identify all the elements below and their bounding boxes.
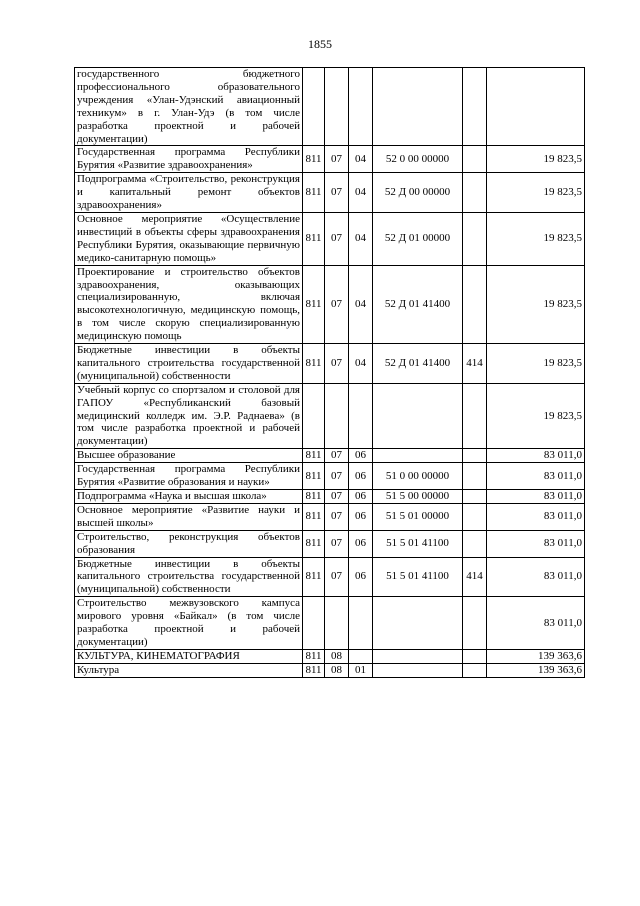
table-cell-expense-type xyxy=(463,68,487,146)
table-cell-section-code: 07 xyxy=(325,344,349,384)
table-cell-target-article: 52 Д 01 41400 xyxy=(373,344,463,384)
table-cell-ministry-code: 811 xyxy=(303,557,325,597)
table-cell-section-code: 08 xyxy=(325,649,349,663)
table-cell-subsection-code: 06 xyxy=(349,449,373,463)
table-cell-subsection-code xyxy=(349,383,373,449)
table-row xyxy=(75,557,585,597)
table-cell-section-code: 07 xyxy=(325,503,349,530)
table-cell-subsection-code: 06 xyxy=(349,530,373,557)
table-row xyxy=(75,530,585,557)
table-cell-amount: 19 823,5 xyxy=(487,383,585,449)
table-cell-ministry-code: 811 xyxy=(303,503,325,530)
table-cell-amount: 19 823,5 xyxy=(487,344,585,384)
table-cell-subsection-code: 04 xyxy=(349,344,373,384)
table-cell-name: Строительство, реконструкция объектов образования xyxy=(75,530,303,557)
table-cell-subsection-code: 04 xyxy=(349,173,373,213)
table-cell-section-code: 07 xyxy=(325,173,349,213)
table-cell-target-article: 51 5 01 41100 xyxy=(373,530,463,557)
table-cell-subsection-code: 04 xyxy=(349,212,373,265)
table-cell-expense-type xyxy=(463,490,487,504)
table-cell-subsection-code: 01 xyxy=(349,663,373,677)
table-cell-section-code xyxy=(325,597,349,650)
table-cell-expense-type xyxy=(463,663,487,677)
table-cell-ministry-code: 811 xyxy=(303,449,325,463)
table-cell-subsection-code: 06 xyxy=(349,463,373,490)
table-cell-name: Подпрограмма «Строительство, реконструкция и капитальный ремонт объектов здравоохранения» xyxy=(75,173,303,213)
page-number: 1855 xyxy=(308,37,332,51)
table-cell-target-article: 52 0 00 00000 xyxy=(373,146,463,173)
table-cell-subsection-code xyxy=(349,68,373,146)
table-cell-amount: 83 011,0 xyxy=(487,490,585,504)
table-cell-subsection-code xyxy=(349,649,373,663)
table-cell-name: Государственная программа Республики Бурятия «Развитие образования и науки» xyxy=(75,463,303,490)
table-cell-amount: 83 011,0 xyxy=(487,463,585,490)
table-cell-ministry-code xyxy=(303,597,325,650)
table-cell-ministry-code: 811 xyxy=(303,463,325,490)
table-cell-section-code: 07 xyxy=(325,530,349,557)
table-cell-amount: 83 011,0 xyxy=(487,449,585,463)
table-cell-target-article: 52 Д 01 00000 xyxy=(373,212,463,265)
table-body xyxy=(75,68,585,678)
table-cell-amount: 19 823,5 xyxy=(487,212,585,265)
table-cell-name: Учебный корпус со спортзалом и столовой для ГАПОУ «Республиканский базовый медицинский колледж им. Э.Р. Раднаева» (в том числе разработка проектной и рабочей документации) xyxy=(75,383,303,449)
table-cell-section-code xyxy=(325,383,349,449)
table-cell-name: Строительство межвузовского кампуса мирового уровня «Байкал» (в том числе разработка проектной и рабочей документации) xyxy=(75,597,303,650)
table-row xyxy=(75,463,585,490)
table-cell-name: государственного бюджетного профессионального образовательного учреждения «Улан-Удэнский авиационный техникум» в г. Улан-Удэ (в том числе разработка проектной и рабочей документации) xyxy=(75,68,303,146)
table-cell-target-article: 51 5 00 00000 xyxy=(373,490,463,504)
table-cell-subsection-code: 04 xyxy=(349,146,373,173)
table-cell-name: Государственная программа Республики Бурятия «Развитие здравоохранения» xyxy=(75,146,303,173)
table-cell-expense-type: 414 xyxy=(463,557,487,597)
table-cell-expense-type xyxy=(463,649,487,663)
table-cell-subsection-code: 04 xyxy=(349,265,373,343)
table-row xyxy=(75,503,585,530)
table-cell-amount: 19 823,5 xyxy=(487,265,585,343)
table-cell-name: Основное мероприятие «Развитие науки и высшей школы» xyxy=(75,503,303,530)
table-cell-amount: 83 011,0 xyxy=(487,597,585,650)
table-cell-amount: 19 823,5 xyxy=(487,173,585,213)
table-cell-amount: 139 363,6 xyxy=(487,663,585,677)
table-cell-expense-type xyxy=(463,597,487,650)
table-cell-amount xyxy=(487,68,585,146)
table-cell-name: Культура xyxy=(75,663,303,677)
table-cell-ministry-code: 811 xyxy=(303,173,325,213)
table-cell-section-code: 07 xyxy=(325,463,349,490)
table-cell-ministry-code xyxy=(303,383,325,449)
table-cell-expense-type xyxy=(463,146,487,173)
table-cell-ministry-code: 811 xyxy=(303,490,325,504)
table-row xyxy=(75,344,585,384)
table-cell-name: Бюджетные инвестиции в объекты капитального строительства государственной (муниципальной) собственности xyxy=(75,557,303,597)
table-cell-ministry-code: 811 xyxy=(303,265,325,343)
table-cell-subsection-code: 06 xyxy=(349,490,373,504)
table-cell-expense-type: 414 xyxy=(463,344,487,384)
table-cell-ministry-code: 811 xyxy=(303,146,325,173)
table-cell-amount: 83 011,0 xyxy=(487,557,585,597)
table-row xyxy=(75,265,585,343)
table-cell-target-article: 52 Д 01 41400 xyxy=(373,265,463,343)
table-cell-ministry-code: 811 xyxy=(303,212,325,265)
table-cell-target-article: 51 5 01 00000 xyxy=(373,503,463,530)
table-cell-section-code: 07 xyxy=(325,212,349,265)
table-cell-name: Бюджетные инвестиции в объекты капитального строительства государственной (муниципальной) собственности xyxy=(75,344,303,384)
table-cell-expense-type xyxy=(463,265,487,343)
table-cell-expense-type xyxy=(463,383,487,449)
table-cell-expense-type xyxy=(463,530,487,557)
table-cell-expense-type xyxy=(463,463,487,490)
table-cell-target-article xyxy=(373,449,463,463)
table-cell-expense-type xyxy=(463,173,487,213)
table-cell-amount: 139 363,6 xyxy=(487,649,585,663)
table-row xyxy=(75,663,585,677)
table-cell-subsection-code: 06 xyxy=(349,557,373,597)
table-cell-ministry-code: 811 xyxy=(303,663,325,677)
table-cell-subsection-code xyxy=(349,597,373,650)
table-row xyxy=(75,449,585,463)
table-row xyxy=(75,212,585,265)
table-cell-target-article: 51 0 00 00000 xyxy=(373,463,463,490)
table-cell-target-article xyxy=(373,68,463,146)
table-cell-section-code: 07 xyxy=(325,557,349,597)
table-cell-section-code: 07 xyxy=(325,265,349,343)
table-cell-section-code: 07 xyxy=(325,490,349,504)
table-row xyxy=(75,383,585,449)
table-cell-target-article: 51 5 01 41100 xyxy=(373,557,463,597)
table-cell-name: Основное мероприятие «Осуществление инвестиций в объекты сферы здравоохранения Республики Бурятия, оказывающие первичную медико-санитарную помощь» xyxy=(75,212,303,265)
table-cell-target-article xyxy=(373,597,463,650)
table-cell-ministry-code: 811 xyxy=(303,344,325,384)
table-row xyxy=(75,597,585,650)
table-cell-name: КУЛЬТУРА, КИНЕМАТОГРАФИЯ xyxy=(75,649,303,663)
table-cell-target-article xyxy=(373,649,463,663)
table-cell-amount: 83 011,0 xyxy=(487,503,585,530)
table-row xyxy=(75,649,585,663)
table-cell-expense-type xyxy=(463,212,487,265)
table-cell-name: Подпрограмма «Наука и высшая школа» xyxy=(75,490,303,504)
table-cell-target-article: 52 Д 00 00000 xyxy=(373,173,463,213)
table-cell-name: Проектирование и строительство объектов здравоохранения, оказывающих специализированную, включая высокотехнологичную, медицинскую помощь, в том числе скорую специализированную медицинскую помощь xyxy=(75,265,303,343)
table-row xyxy=(75,490,585,504)
table-cell-ministry-code xyxy=(303,68,325,146)
table-cell-expense-type xyxy=(463,503,487,530)
table-cell-subsection-code: 06 xyxy=(349,503,373,530)
budget-table xyxy=(74,67,585,678)
table-cell-section-code: 07 xyxy=(325,146,349,173)
table-cell-section-code: 08 xyxy=(325,663,349,677)
table-cell-amount: 83 011,0 xyxy=(487,530,585,557)
table-cell-target-article xyxy=(373,383,463,449)
table-row xyxy=(75,173,585,213)
table-cell-section-code xyxy=(325,68,349,146)
table-cell-ministry-code: 811 xyxy=(303,649,325,663)
table-cell-name: Высшее образование xyxy=(75,449,303,463)
table-row xyxy=(75,68,585,146)
table-row xyxy=(75,146,585,173)
table-cell-ministry-code: 811 xyxy=(303,530,325,557)
table-cell-section-code: 07 xyxy=(325,449,349,463)
table-cell-target-article xyxy=(373,663,463,677)
table-cell-amount: 19 823,5 xyxy=(487,146,585,173)
table-cell-expense-type xyxy=(463,449,487,463)
